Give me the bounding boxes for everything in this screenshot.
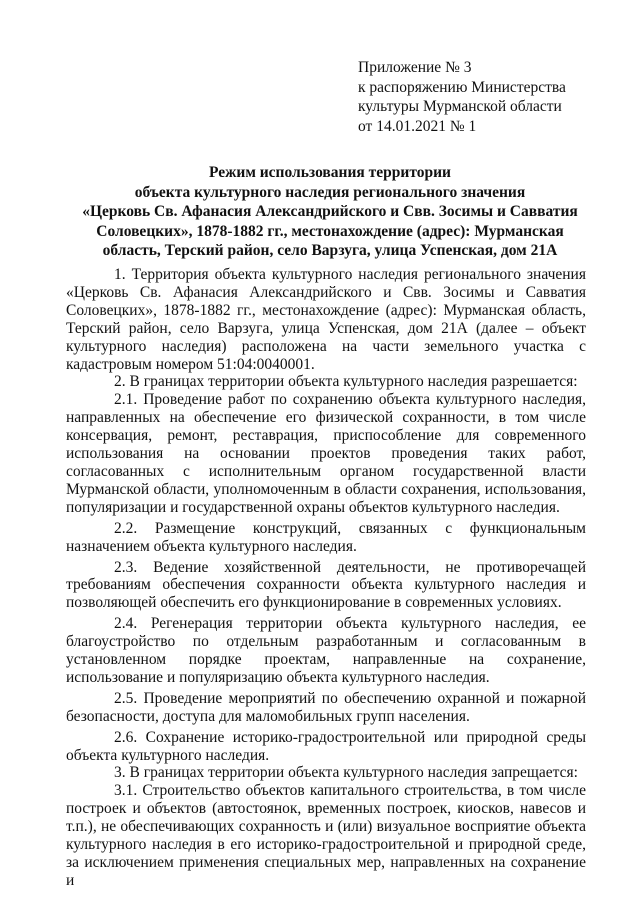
paragraph-2-1: 2.1. Проведение работ по сохранению объекта культурного наследия, направленных на обеспечение его физической сохранности, в том числе консервация, ремонт, реставрация, приспособление для современного использования на основании проектов проведения таких работ, согласованных с исполнительным органом государственной власти Мурманской области, уполномоченным в области сохранения, использования, популяризации и государственной охраны объектов культурного наследия. — [66, 391, 586, 516]
appendix-header — [358, 58, 618, 136]
appendix-number: Приложение № 3 — [358, 59, 472, 76]
document-title — [60, 163, 600, 261]
paragraph-2-5: 2.5. Проведение мероприятий по обеспечению охранной и пожарной безопасности, доступа для маломобильных групп населения. — [66, 689, 586, 725]
title-line: Режим использования территории — [209, 164, 451, 181]
paragraph-1: 1. Территория объекта культурного наследия регионального значения «Церковь Св. Афанасия Александрийского и Свв. Зосимы и Савватия Соловецких», 1878-1882 гг., местонахождение (адрес): Мурманская область, Терский район, село Варзуга, улица Успенская, дом 21А (далее – объект культурного наследия) расположена на части земельного участка с кадастровым номером 51:04:0040001. — [66, 266, 586, 373]
appendix-ministry: культуры Мурманской области — [358, 98, 562, 115]
title-line: область, Терский район, село Варзуга, улица Успенская, дом 21А — [102, 242, 558, 259]
title-line: «Церковь Св. Афанасия Александрийского и Свв. Зосимы и Савватия — [82, 203, 578, 220]
appendix-order-ref: к распоряжению Министерства — [358, 78, 566, 96]
appendix-date: от 14.01.2021 № 1 — [358, 117, 477, 135]
paragraph-2-3: 2.3. Ведение хозяйственной деятельности, не противоречащей требованиям обеспечения сохранности объекта культурного наследия и позволяющей обеспечить его функционирование в современных условиях. — [66, 558, 586, 612]
paragraph-3: 3. В границах территории объекта культурного наследия запрещается: — [114, 764, 578, 782]
paragraph-3-1: 3.1. Строительство объектов капитального строительства, в том числе построек и объектов (автостоянок, временных построек, киосков, навесов и т.п.), не обеспечивающих сохранность и (или) визуальное восприятие объекта культурного наследия в его историко-градостроительной и природной среде, за исключением применения специальных мер, направленных на сохранение и — [66, 782, 586, 889]
title-line: Соловецких», 1878-1882 гг., местонахождение (адрес): Мурманская — [96, 222, 564, 240]
paragraph-2-6: 2.6. Сохранение историко-градостроительной или природной среды объекта культурного наследия. — [66, 728, 586, 764]
title-line: объекта культурного наследия регионального значения — [134, 183, 526, 201]
document-body — [66, 266, 586, 890]
paragraph-2-2: 2.2. Размещение конструкций, связанных с функциональным назначением объекта культурного наследия. — [66, 519, 586, 555]
paragraph-2: 2. В границах территории объекта культурного наследия разрешается: — [114, 373, 578, 391]
paragraph-2-4: 2.4. Регенерация территории объекта культурного наследия, ее благоустройство по отдельным разработанным и согласованным в установленном порядке проектам, направленные на сохранение, использование и популяризацию объекта культурного наследия. — [66, 615, 586, 686]
